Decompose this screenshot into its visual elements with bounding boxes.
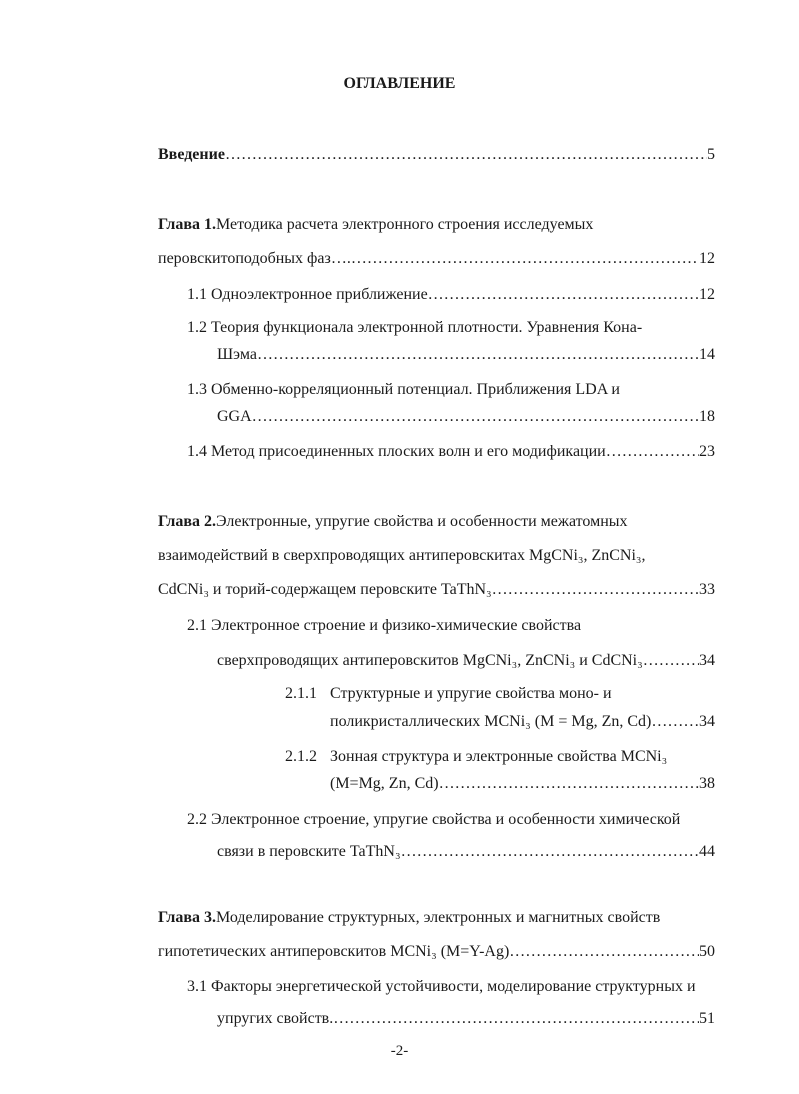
toc-entry (330, 774, 715, 794)
toc-entry (158, 249, 715, 269)
toc-entry (187, 977, 696, 997)
toc-entry-text: 2.2 Электронное строение, упругие свойства и особенности химической (187, 811, 681, 828)
toc-page-number: 12 (699, 286, 715, 303)
toc-entry-text: поликристаллических MCNi₃ (M = Mg, Zn, Cd) (330, 713, 652, 730)
leader-dots (225, 145, 707, 165)
toc-page-number: 23 (699, 443, 715, 460)
toc-entry (187, 442, 715, 462)
toc-entry (187, 285, 715, 305)
toc-entry (330, 747, 667, 767)
toc-title: ОГЛАВЛЕНИЕ (343, 75, 456, 92)
toc-entry-text: связи в перовските TaThN₃ (217, 843, 401, 860)
toc-entry (217, 1009, 715, 1029)
toc-entry (217, 345, 715, 365)
toc-page-number: 34 (699, 652, 715, 669)
toc-entry-heading: Глава 2. (158, 513, 216, 530)
toc-entry-text: Структурные и упругие свойства моно- и (330, 685, 612, 702)
toc-page-number: 44 (699, 843, 715, 860)
leader-dots (401, 842, 699, 862)
toc-entry (158, 908, 660, 928)
toc-entry (217, 651, 715, 671)
toc-entry-text: Электронные, упругие свойства и особенности межатомных (216, 513, 628, 530)
toc-entry-text: 3.1 Факторы энергетической устойчивости, моделирование структурных и (187, 978, 696, 995)
toc-entry-text: сверхпроводящих антиперовскитов MgCNi₃, ZnCNi₃ и CdCNi₃ (217, 652, 643, 669)
leader-dots (492, 580, 699, 600)
section-number: 2.1.2 (285, 748, 317, 765)
toc-entry (330, 712, 715, 732)
section-number: 2.1.1 (285, 685, 317, 702)
leader-dots (333, 1009, 699, 1029)
toc-entry-text: перовскитоподобных фаз…. (158, 250, 351, 267)
leader-dots (651, 712, 699, 732)
toc-entry (158, 512, 628, 532)
toc-page-number: 12 (699, 250, 715, 267)
toc-page-number: 14 (699, 346, 715, 363)
toc-entry-heading: Глава 3. (158, 909, 216, 926)
toc-entry-text: 1.2 Теория функционала электронной плотности. Уравнения Кона- (187, 319, 643, 336)
leader-dots (643, 651, 699, 671)
toc-entry (187, 616, 581, 636)
toc-entry (158, 546, 646, 566)
toc-entry (158, 215, 593, 235)
toc-entry-text: CdCNi₃ и торий-содержащем перовските TaThN₃ (158, 581, 492, 598)
toc-page-number: 51 (699, 1010, 715, 1027)
toc-page-number: 38 (699, 775, 715, 792)
toc-entry (187, 380, 620, 400)
toc-entry (217, 842, 715, 862)
leader-dots (252, 407, 699, 427)
toc-page-number: 34 (699, 713, 715, 730)
toc-page-number: 5 (707, 146, 715, 163)
toc-entry (187, 318, 642, 338)
toc-entry (158, 942, 715, 962)
toc-entry-heading: Глава 1. (158, 216, 216, 233)
toc-entry-text: гипотетических антиперовскитов MCNi₃ (M=Y-Ag) (158, 943, 510, 960)
toc-entry-text: Методика расчета электронного строения исследуемых (216, 216, 594, 233)
toc-page-number: 18 (699, 408, 715, 425)
toc-entry-text: 1.4 Метод присоединенных плоских волн и его модификации (187, 443, 606, 460)
toc-entry-text: 2.1 Электронное строение и физико-химические свойства (187, 617, 582, 634)
toc-entry-text: взаимодействий в сверхпроводящих антиперовскитах MgCNi₃, ZnCNi₃, (158, 547, 646, 564)
toc-page-number: 50 (699, 943, 715, 960)
leader-dots (257, 345, 699, 365)
toc-entry (158, 145, 715, 165)
toc-entry-text: 1.1 Одноэлектронное приближение (187, 286, 428, 303)
toc-entry (187, 810, 680, 830)
toc-entry-text: Шэма (217, 346, 257, 363)
leader-dots (439, 774, 699, 794)
toc-entry-text: Моделирование структурных, электронных и магнитных свойств (216, 909, 661, 926)
toc-page-number: 33 (699, 581, 715, 598)
leader-dots (351, 249, 699, 269)
toc-entry (158, 580, 715, 600)
toc-entry (330, 684, 612, 704)
toc-entry-text: GGA (217, 408, 252, 425)
leader-dots (606, 442, 699, 462)
page-number: -2- (390, 1043, 409, 1059)
toc-entry (217, 407, 715, 427)
toc-entry-text: упругих свойств. (217, 1010, 334, 1027)
toc-entry-text: 1.3 Обменно-корреляционный потенциал. Приближения LDA и (187, 381, 620, 398)
toc-entry-text: Зонная структура и электронные свойства MCNi₃ (330, 748, 668, 765)
leader-dots (509, 942, 699, 962)
leader-dots (428, 285, 699, 305)
toc-entry-text: (M=Mg, Zn, Cd) (330, 775, 439, 792)
toc-entry-heading: Введение (158, 146, 225, 163)
